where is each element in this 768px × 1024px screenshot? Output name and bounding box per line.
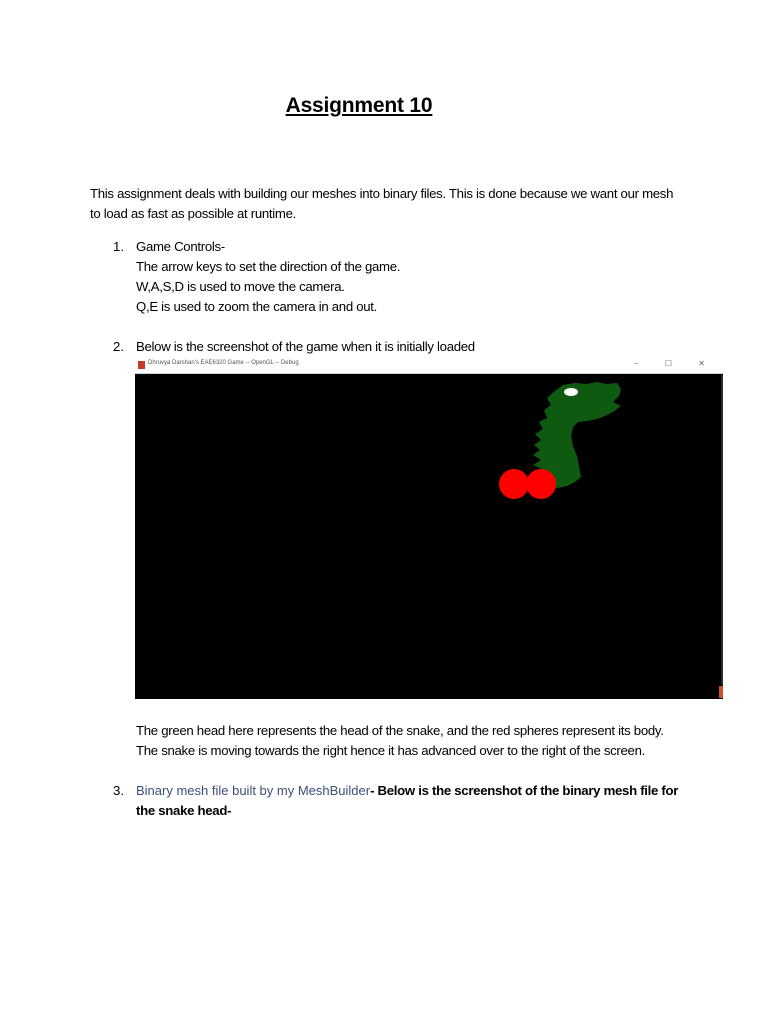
scene-edge <box>721 375 723 685</box>
snake-eye <box>564 388 578 396</box>
intro-line: This assignment deals with building our meshes into binary files. This is done because we want our mesh <box>90 186 674 201</box>
scene-edge-marker <box>719 686 723 698</box>
window-controls: – ☐ ✕ <box>634 359 717 368</box>
body-sphere <box>499 469 529 499</box>
list-item-screenshot-intro <box>136 337 475 357</box>
screenshot-caption <box>136 721 664 761</box>
list-number-1: 1. <box>113 239 124 254</box>
meshbuilder-link-text: Binary mesh file built by my MeshBuilder <box>136 783 371 798</box>
list-item-line: W,A,S,D is used to move the camera. <box>136 279 345 294</box>
list-item-binary-mesh <box>136 781 696 821</box>
intro-line: to load as fast as possible at runtime. <box>90 206 297 221</box>
list-item-text: - Below is the screenshot of the binary mesh file for <box>370 783 679 798</box>
app-icon <box>138 361 145 369</box>
document-title: Assignment 10 <box>285 94 433 117</box>
list-item-line: Game Controls- <box>136 239 225 254</box>
scene-background <box>135 374 723 699</box>
list-item-line: the snake head- <box>136 803 232 818</box>
list-item-line: Below is the screenshot of the game when it is initially loaded <box>136 339 475 354</box>
game-scene <box>135 374 723 699</box>
list-item-game-controls <box>136 237 400 317</box>
caption-line: The snake is moving towards the right hence it has advanced over to the right of the screen. <box>136 743 645 758</box>
intro-paragraph <box>90 184 690 224</box>
window-title: Dhruvya Darshan's EAE6320 Game -- OpenGL -- Debug <box>148 360 299 366</box>
body-sphere <box>526 469 556 499</box>
list-item-line-first <box>136 781 696 801</box>
caption-line: The green head here represents the head of the snake, and the red spheres represent its body. <box>136 723 664 738</box>
window-titlebar <box>135 357 723 374</box>
game-screenshot <box>135 357 723 699</box>
list-number-3: 3. <box>113 783 124 798</box>
list-item-line: Q,E is used to zoom the camera in and out. <box>136 299 378 314</box>
list-item-line: The arrow keys to set the direction of the game. <box>136 259 401 274</box>
list-number-2: 2. <box>113 339 124 354</box>
